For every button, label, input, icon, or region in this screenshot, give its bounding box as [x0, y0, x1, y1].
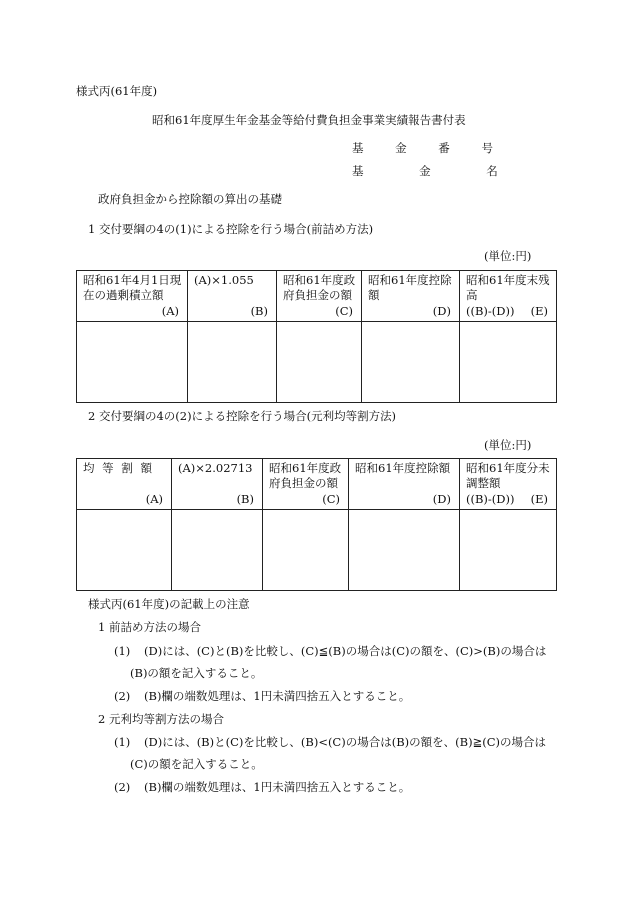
section2-heading: 2 交付要綱の4の(2)による控除を行う場合(元利均等割方法) — [88, 409, 397, 423]
section1-heading: 1 交付要綱の4の(1)による控除を行う場合(前詰め方法) — [88, 222, 374, 236]
note-2-1-line1: (D)には、(B)と(C)を比較し、(B)<(C)の場合は(B)の額を、(B)≧(C)の場合は — [144, 735, 546, 749]
note-1-title: 1 前詰め方法の場合 — [98, 620, 201, 634]
s2-col-c-header: 昭和61年度政 府負担金の額 (C) — [263, 459, 349, 510]
s1-cell-c[interactable] — [277, 322, 362, 403]
s1-col-d-header: 昭和61年度控除 額 (D) — [362, 271, 460, 322]
s2-cell-e[interactable] — [460, 510, 557, 591]
fund-number-label: 基 金 番 号 — [352, 141, 507, 155]
s2-col-b-header: (A)×2.02713 (B) — [172, 459, 263, 510]
fund-name-label: 基 金 名 — [352, 164, 524, 178]
s2-cell-c[interactable] — [263, 510, 349, 591]
section1-table — [76, 270, 557, 403]
note-2-2-line1: (B)欄の端数処理は、1円未満四捨五入とすること。 — [144, 780, 411, 794]
notes-heading: 様式丙(61年度)の記載上の注意 — [88, 597, 250, 611]
s1-col-e-header: 昭和61年度末残 高 ((B)-(D)) (E) — [460, 271, 557, 322]
section2-unit: (単位:円) — [484, 438, 532, 452]
note-1-2-num: (2) — [114, 689, 131, 703]
note-1-2-line1: (B)欄の端数処理は、1円未満四捨五入とすること。 — [144, 689, 411, 703]
s1-col-c-header: 昭和61年度政 府負担金の額 (C) — [277, 271, 362, 322]
subtitle: 政府負担金から控除額の算出の基礎 — [98, 192, 282, 206]
s1-col-b-header: (A)×1.055 (B) — [188, 271, 277, 322]
s1-cell-d[interactable] — [362, 322, 460, 403]
page-title: 昭和61年度厚生年金基金等給付費負担金事業実績報告書付表 — [152, 113, 466, 127]
s2-col-d-header: 昭和61年度控除額 (D) — [349, 459, 460, 510]
note-2-1-num: (1) — [114, 735, 131, 749]
note-2-1-line2: (C)の額を記入すること。 — [130, 757, 263, 771]
note-2-2-num: (2) — [114, 780, 131, 794]
note-1-1-num: (1) — [114, 644, 131, 658]
s2-col-a-header: 均 等 割 額 (A) — [77, 459, 172, 510]
s1-cell-e[interactable] — [460, 322, 557, 403]
section1-unit: (単位:円) — [484, 249, 532, 263]
s2-cell-d[interactable] — [349, 510, 460, 591]
s2-col-e-header: 昭和61年度分未 調整額 ((B)-(D)) (E) — [460, 459, 557, 510]
s1-col-a-header: 昭和61年4月1日現 在の過剰積立額 (A) — [77, 271, 188, 322]
section2-table — [76, 458, 557, 591]
form-label: 様式丙(61年度) — [76, 84, 158, 98]
s2-cell-b[interactable] — [172, 510, 263, 591]
note-2-title: 2 元利均等割方法の場合 — [98, 712, 224, 726]
s1-cell-b[interactable] — [188, 322, 277, 403]
note-1-1-line1: (D)には、(C)と(B)を比較し、(C)≦(B)の場合は(C)の額を、(C)>(B)の場合は — [144, 644, 547, 658]
s2-cell-a[interactable] — [77, 510, 172, 591]
s1-cell-a[interactable] — [77, 322, 188, 403]
note-1-1-line2: (B)の額を記入すること。 — [130, 666, 263, 680]
